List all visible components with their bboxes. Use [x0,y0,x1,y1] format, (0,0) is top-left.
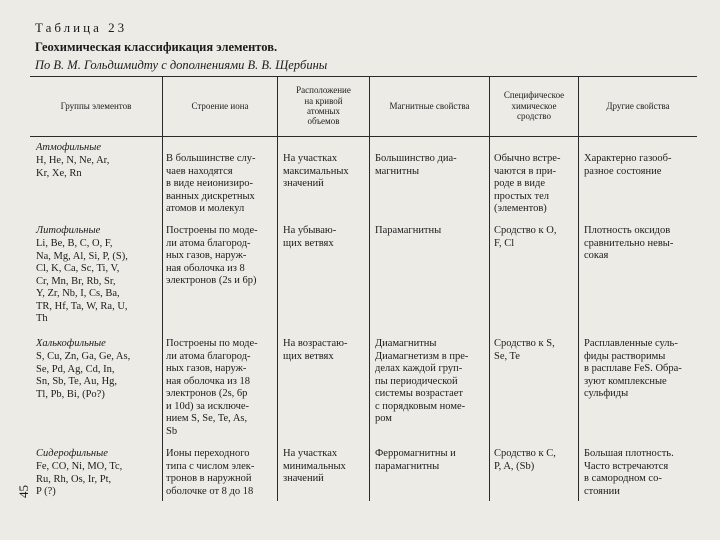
row-1-magnetic: Большинство диа- магнитны [375,153,457,177]
row-1-ion: В большинстве слу- чаев находятся в виде неионизиро- ванных дискретных атомов и молекул [166,153,256,214]
header-bottom-rule [30,136,697,137]
table-number: Таблица 23 [35,20,128,35]
row-3-group: Халькофильные [36,338,106,349]
row-3-curve: На возрастаю- щих ветвях [283,338,348,362]
col-header-groups: Группы элементов [60,100,132,111]
col-header-curve: Расположение на кривой атомных объемов [296,85,351,127]
row-4-group: Сидерофильные [36,448,108,459]
row-4-magnetic: Ферромагнитны и парамагнитны [375,448,456,472]
row-2-ion: Построены по моде- ли атома благород- ных газов, наруж- ная оболочка из 8 электронов (2s и 6p) [166,225,258,286]
row-3-magnetic: Диамагнитны Диамагнетизм в пре- делах каждой груп- пы периодической системы возрастает с порядковым номе- ром [375,338,469,424]
row-2-magnetic: Парамагнитны [375,225,442,236]
page-number: 45 [16,485,31,498]
row-4-elements: Fe, CO, Ni, MO, Tc, Ru, Rh, Os, Ir, Pt, P (?) [36,461,123,497]
col-header-other: Другие свойства [606,100,670,111]
row-4-other: Большая плотность. Часто встречаются в самородном со- стоянии [584,448,674,497]
row-1-affinity: Обычно встре- чаются в при- роде в виде простых тел (элементов) [494,153,561,214]
col-divider-1 [162,76,163,501]
col-divider-5 [578,76,579,501]
col-divider-4 [489,76,490,501]
row-4-curve: На участках минимальных значений [283,448,346,484]
col-header-ion: Строение иона [191,100,249,111]
row-3-other: Расплавленные суль- фиды растворимы в расплаве FeS. Обра- зуют комплексные сульфиды [584,338,682,399]
row-3-ion: Построены по моде- ли атома благород- ных газов, наруж- ная оболочка из 18 электронов (2s, 6p и 10d) за исключе- нием S, Se, Te, As, Sb [166,338,258,437]
row-3-affinity: Сродство к S, Se, Te [494,338,555,362]
row-2-elements: Li, Be, B, C, O, F, Na, Mg, Al, Si, P, (S), Cl, K, Ca, Sc, Ti, V, Cr, Mn, Br, Rb, Sr, Y, Zr, Nb, I, Cs, Ba, TR, Hf, Ta, W, Ra, U, Th [36,238,128,324]
row-1-group: Атмофильные [36,142,101,153]
row-2-affinity: Сродство к O, F, Cl [494,225,557,249]
col-header-affinity: Специфическое химическое сродство [503,90,565,122]
col-header-magnetic: Магнитные свойства [389,100,470,111]
row-1-other: Характерно газооб- разное состояние [584,153,672,177]
col-divider-3 [369,76,370,501]
row-4-affinity: Сродство к C, P, A, (Sb) [494,448,556,472]
row-2-curve: На убываю- щих ветвях [283,225,337,249]
row-1-elements: H, He, N, Ne, Ar, Kr, Xe, Rn [36,155,110,179]
row-1-curve: На участках максимальных значений [283,153,349,189]
row-4-ion: Ионы переходного типа с числом элек- тронов в наружной оболочке от 8 до 18 [166,448,255,497]
row-2-other: Плотность оксидов сравнительно невы- сокая [584,225,674,261]
table-subtitle: По В. М. Гольдшмидту с дополнениями В. В. Щербины [35,58,328,72]
table-top-rule [30,76,697,77]
row-3-elements: S, Cu, Zn, Ga, Ge, As, Se, Pd, Ag, Cd, In, Sn, Sb, Te, Au, Hg, Tl, Pb, Bi, (Po?) [36,351,131,400]
col-divider-2 [277,76,278,501]
row-2-group: Литофильные [36,225,101,236]
table-title: Геохимическая классификация элементов. [35,40,278,54]
